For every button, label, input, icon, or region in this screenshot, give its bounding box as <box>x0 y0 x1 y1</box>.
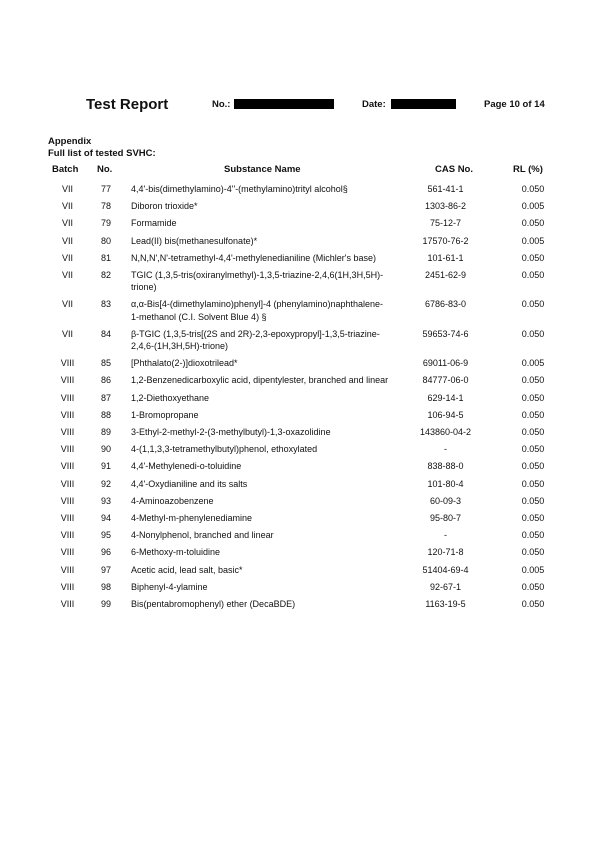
cell-rl: 0.050 <box>521 218 545 229</box>
cell-batch: VIII <box>60 461 75 472</box>
cell-batch: VIII <box>60 409 75 420</box>
column-header-batch: Batch <box>52 164 79 175</box>
table-header <box>0 164 600 177</box>
cell-rl: 0.050 <box>521 392 545 403</box>
cell-no: 96 <box>100 547 111 558</box>
cell-batch: VIII <box>60 392 75 403</box>
cell-cas-no: 838-88-0 <box>427 461 464 472</box>
cell-batch: VII <box>61 201 73 212</box>
table-row <box>50 390 568 407</box>
cell-no: 92 <box>100 478 111 489</box>
svhc-table-body <box>50 181 568 613</box>
cell-batch: VIII <box>60 564 75 575</box>
cell-rl: 0.050 <box>521 270 545 281</box>
cell-no: 88 <box>100 409 111 420</box>
cell-rl: 0.005 <box>521 235 545 246</box>
cell-rl: 0.050 <box>521 599 545 610</box>
cell-batch: VIII <box>60 478 75 489</box>
cell-batch: VII <box>61 252 73 263</box>
cell-substance-name: 6-Methoxy-m-toluidine <box>131 547 221 558</box>
cell-batch: VII <box>61 184 73 194</box>
cell-no: 94 <box>100 513 111 524</box>
cell-batch: VIII <box>60 358 75 369</box>
redacted-date <box>391 99 456 109</box>
cell-cas-no: 59653-74-6 <box>422 328 469 339</box>
cell-rl: 0.050 <box>521 547 545 558</box>
table-row <box>50 441 568 458</box>
cell-substance-name: 4,4'-Oxydianiline and its salts <box>131 478 248 489</box>
cell-rl: 0.050 <box>521 495 545 506</box>
table-row <box>50 198 568 215</box>
cell-batch: VIII <box>60 581 75 592</box>
cell-batch: VIII <box>60 530 75 541</box>
cell-batch: VIII <box>60 427 75 438</box>
table-row <box>50 544 568 561</box>
table-row <box>50 424 568 441</box>
cell-rl: 0.050 <box>521 478 545 489</box>
cell-rl: 0.050 <box>521 444 545 455</box>
cell-cas-no: 101-61-1 <box>427 252 464 263</box>
cell-cas-no: 92-67-1 <box>429 581 462 592</box>
cell-substance-name: 1,2-Benzenedicarboxylic acid, dipentylester, branched and linear <box>131 375 389 386</box>
cell-rl: 0.050 <box>521 409 545 420</box>
cell-rl: 0.005 <box>521 201 545 212</box>
cell-substance-name: 4-Methyl-m-phenylenediamine <box>131 513 253 524</box>
cell-no: 89 <box>100 427 111 438</box>
cell-no: 81 <box>100 252 111 263</box>
cell-cas-no: 84777-06-0 <box>422 375 469 386</box>
cell-substance-name: α,α-Bis[4-(dimethylamino)phenyl]-4 (phenylamino)naphthalene-1-methanol (C.I. Solvent Blue 4) § <box>131 299 384 322</box>
cell-cas-no: 51404-69-4 <box>422 564 469 575</box>
cell-no: 91 <box>100 461 111 472</box>
cell-cas-no: 60-09-3 <box>429 495 462 506</box>
cell-cas-no: 106-94-5 <box>427 409 464 420</box>
cell-batch: VII <box>61 299 73 310</box>
cell-rl: 0.050 <box>521 461 545 472</box>
table-row <box>50 407 568 424</box>
cell-substance-name: 4,4'-bis(dimethylamino)-4''-(methylamino)trityl alcohol§ <box>131 184 348 194</box>
cell-substance-name: Formamide <box>131 218 177 229</box>
cell-cas-no: 69011-06-9 <box>422 358 469 369</box>
cell-cas-no: - <box>444 530 447 541</box>
cell-no: 97 <box>100 564 111 575</box>
cell-substance-name: Acetic acid, lead salt, basic* <box>131 564 243 575</box>
cell-substance-name: 4-Aminoazobenzene <box>131 495 214 506</box>
column-header-cas-no: CAS No. <box>435 164 473 175</box>
svhc-table <box>50 181 568 613</box>
cell-substance-name: 4,4'-Methylenedi-o-toluidine <box>131 461 242 472</box>
cell-no: 98 <box>100 581 111 592</box>
table-row <box>50 458 568 475</box>
table-row <box>50 579 568 596</box>
cell-no: 78 <box>100 201 111 212</box>
cell-substance-name: β-TGIC (1,3,5-tris[(2S and 2R)-2,3-epoxypropyl]-1,3,5-triazine-2,4,6-(1H,3H,5H)-trione) <box>131 328 380 352</box>
cell-no: 85 <box>100 358 111 369</box>
cell-substance-name: 1,2-Diethoxyethane <box>131 392 210 403</box>
cell-batch: VII <box>61 270 73 281</box>
table-row <box>50 355 568 372</box>
cell-rl: 0.050 <box>521 252 545 263</box>
table-row <box>50 596 568 613</box>
cell-batch: VIII <box>60 495 75 506</box>
cell-no: 79 <box>100 218 111 229</box>
cell-substance-name: 4-Nonylphenol, branched and linear <box>131 530 274 541</box>
appendix-subtitle: Full list of tested SVHC: <box>48 148 156 159</box>
table-row <box>50 215 568 232</box>
report-title: Test Report <box>86 96 169 113</box>
cell-no: 77 <box>100 184 111 194</box>
table-row <box>50 527 568 544</box>
cell-substance-name: 4-(1,1,3,3-tetramethylbutyl)phenol, ethoxylated <box>131 444 318 455</box>
cell-substance-name: N,N,N',N'-tetramethyl-4,4'-methylenedianiline (Michler's base) <box>131 252 376 263</box>
cell-substance-name: Diboron trioxide* <box>131 201 198 212</box>
cell-cas-no: 120-71-8 <box>427 547 464 558</box>
cell-rl: 0.050 <box>521 530 545 541</box>
cell-substance-name: Bis(pentabromophenyl) ether (DecaBDE) <box>131 599 296 610</box>
cell-rl: 0.050 <box>521 581 545 592</box>
cell-batch: VIII <box>60 547 75 558</box>
date-label: Date: <box>362 99 386 110</box>
table-row <box>50 493 568 510</box>
table-row <box>50 510 568 527</box>
page-number: Page 10 of 14 <box>484 99 545 110</box>
cell-rl: 0.005 <box>521 358 545 369</box>
cell-batch: VII <box>61 328 73 339</box>
cell-rl: 0.050 <box>521 427 545 438</box>
cell-rl: 0.050 <box>521 513 545 524</box>
cell-batch: VIII <box>60 513 75 524</box>
cell-no: 99 <box>100 599 111 610</box>
cell-substance-name: 1-Bromopropane <box>131 409 199 420</box>
cell-cas-no: - <box>444 444 447 455</box>
cell-batch: VII <box>61 218 73 229</box>
table-row <box>50 476 568 493</box>
table-row <box>50 326 568 355</box>
cell-cas-no: 95-80-7 <box>429 513 462 524</box>
appendix-title: Appendix <box>48 136 92 147</box>
cell-cas-no: 101-80-4 <box>427 478 464 489</box>
cell-cas-no: 1163-19-5 <box>425 599 466 610</box>
cell-rl: 0.050 <box>521 184 545 194</box>
cell-cas-no: 143860-04-2 <box>419 427 472 438</box>
cell-no: 90 <box>100 444 111 455</box>
table-row <box>50 181 568 198</box>
cell-rl: 0.050 <box>521 375 545 386</box>
cell-cas-no: 2451-62-9 <box>424 270 467 281</box>
table-row <box>50 267 568 296</box>
cell-rl: 0.005 <box>521 564 545 575</box>
cell-batch: VIII <box>60 375 75 386</box>
table-row <box>50 233 568 250</box>
cell-cas-no: 629-14-1 <box>427 392 464 403</box>
table-row <box>50 562 568 579</box>
cell-no: 87 <box>100 392 111 403</box>
cell-no: 84 <box>100 328 111 339</box>
cell-cas-no: 1303-86-2 <box>424 201 467 212</box>
column-header-substance-name: Substance Name <box>224 164 301 175</box>
cell-no: 83 <box>100 299 111 310</box>
table-row <box>50 250 568 267</box>
cell-batch: VII <box>61 235 73 246</box>
cell-no: 86 <box>100 375 111 386</box>
report-number-label: No.: <box>212 99 231 110</box>
cell-batch: VIII <box>60 444 75 455</box>
column-header-rl: RL (%) <box>513 164 543 175</box>
cell-substance-name: Lead(II) bis(methanesulfonate)* <box>131 235 258 246</box>
cell-cas-no: 6786-83-0 <box>424 299 467 310</box>
cell-no: 95 <box>100 530 111 541</box>
cell-batch: VIII <box>60 599 75 610</box>
cell-no: 82 <box>100 270 111 281</box>
appendix-heading <box>48 136 156 160</box>
cell-cas-no: 17570-76-2 <box>422 235 469 246</box>
cell-substance-name: Biphenyl-4-ylamine <box>131 581 208 592</box>
table-row <box>50 296 568 325</box>
cell-cas-no: 75-12-7 <box>429 218 462 229</box>
cell-no: 80 <box>100 235 111 246</box>
cell-rl: 0.050 <box>521 328 545 339</box>
cell-no: 93 <box>100 495 111 506</box>
redacted-report-number <box>234 99 334 109</box>
cell-rl: 0.050 <box>521 299 545 310</box>
report-header <box>0 96 600 114</box>
cell-substance-name: TGIC (1,3,5-tris(oxiranylmethyl)-1,3,5-triazine-2,4,6(1H,3H,5H)-trione) <box>131 270 384 293</box>
cell-substance-name: 3-Ethyl-2-methyl-2-(3-methylbutyl)-1,3-oxazolidine <box>131 427 331 438</box>
cell-cas-no: 561-41-1 <box>427 184 464 194</box>
column-header-no: No. <box>97 164 113 175</box>
cell-substance-name: [Phthalato(2-)]dioxotrilead* <box>131 358 238 369</box>
table-row <box>50 372 568 389</box>
